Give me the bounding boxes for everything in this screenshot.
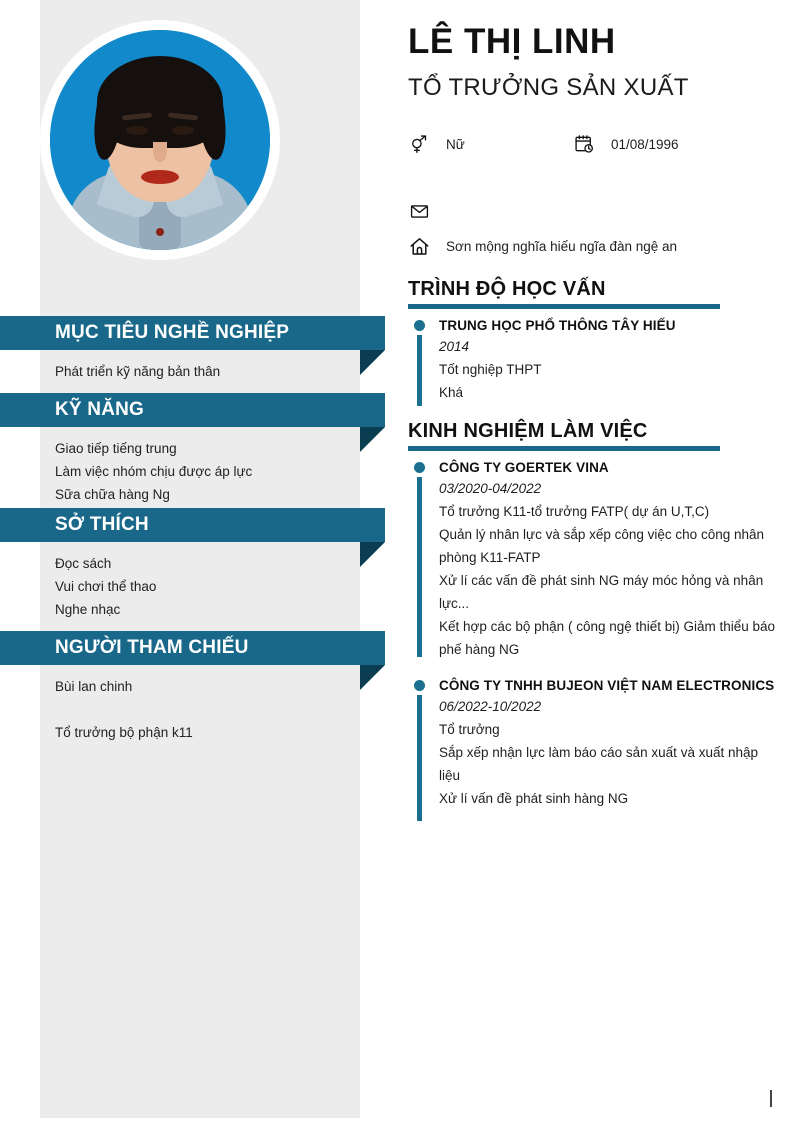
education-detail: Tốt nghiệp THPT: [439, 362, 542, 377]
timeline-bullet-icon: [414, 320, 425, 331]
email-row: [408, 200, 446, 222]
experience-company: CÔNG TY GOERTEK VINA: [439, 460, 609, 475]
section-title-skills: KỸ NĂNG: [55, 399, 145, 420]
ribbon-fold: [360, 427, 385, 452]
text-caret: [770, 1090, 772, 1107]
home-icon: [408, 235, 430, 257]
section-rule-education: [408, 304, 720, 309]
experience-detail: Kết hợp các bộ phận ( công ngệ thiết bị) Giảm thiểu báo phế hàng NG: [439, 619, 776, 657]
gender-value: Nữ: [446, 136, 465, 152]
list-item: Tổ trưởng bộ phận k11: [55, 725, 193, 740]
ribbon-fold: [360, 350, 385, 375]
education-detail: Khá: [439, 385, 464, 400]
date-of-birth-value: 01/08/1996: [611, 136, 679, 152]
timeline-line: [417, 695, 422, 821]
list-item: Làm việc nhóm chịu được áp lực: [55, 464, 253, 479]
section-rule-experience: [408, 446, 720, 451]
envelope-icon: [408, 200, 430, 222]
section-body-career-objective: [55, 350, 355, 383]
list-item-spacer: [55, 698, 355, 721]
calendar-clock-icon: [573, 133, 595, 155]
list-item: Nghe nhạc: [55, 602, 121, 617]
section-body-references: [55, 665, 355, 744]
avatar: [40, 20, 280, 260]
section-title-education: TRÌNH ĐỘ HỌC VẤN: [408, 278, 606, 300]
list-item: Phát triển kỹ năng bản thân: [55, 364, 221, 379]
experience-detail: Tổ trưởng K11-tổ trưởng FATP( dự án U,T,C): [439, 504, 710, 519]
timeline-bullet-icon: [414, 680, 425, 691]
page-title: LÊ THỊ LINH: [408, 22, 616, 61]
experience-detail: Xử lí vấn đề phát sinh hàng NG: [439, 791, 629, 806]
education-institution: TRUNG HỌC PHỔ THÔNG TÂY HIẾU: [439, 318, 676, 333]
list-item: Sữa chữa hàng Ng: [55, 487, 170, 502]
ribbon-fold: [360, 542, 385, 567]
experience-detail: Quản lý nhân lực và sắp xếp công việc cho công nhân phòng K11-FATP: [439, 527, 764, 565]
job-title: TỔ TRƯỞNG SẢN XUẤT: [408, 74, 689, 101]
list-item: Giao tiếp tiếng trung: [55, 441, 177, 456]
experience-company: CÔNG TY TNHH BUJEON VIỆT NAM ELECTRONICS: [439, 678, 775, 693]
section-title-experience: KINH NGHIỆM LÀM VIỆC: [408, 420, 648, 442]
experience-entry: [408, 458, 780, 661]
address-value: Sơn mộng nghĩa hiếu ngĩa đàn ngệ an: [446, 238, 678, 254]
list-item: Đọc sách: [55, 556, 112, 571]
experience-entry: [408, 676, 780, 810]
profile-photo: [50, 30, 270, 250]
education-entry: [408, 316, 780, 404]
timeline-bullet-icon: [414, 462, 425, 473]
experience-detail: Sắp xếp nhận lực làm báo cáo sản xuất và xuất nhập liệu: [439, 745, 758, 783]
gender-icon: [408, 133, 430, 155]
list-item: Vui chơi thể thao: [55, 579, 157, 594]
section-title-references: NGƯỜI THAM CHIẾU: [55, 637, 249, 658]
gender-row: [408, 133, 465, 155]
section-title-hobbies: SỞ THÍCH: [55, 514, 149, 535]
date-of-birth-row: [573, 133, 679, 155]
timeline-line: [417, 477, 422, 657]
address-row: [408, 235, 677, 257]
section-body-hobbies: [55, 542, 355, 621]
list-item: Bùi lan chinh: [55, 679, 133, 694]
experience-detail: Tổ trưởng: [439, 722, 500, 737]
education-date: 2014: [439, 339, 470, 354]
experience-detail: Xử lí các vấn đề phát sinh NG máy móc hỏng và nhân lực...: [439, 573, 764, 611]
section-title-career-objective: MỤC TIÊU NGHỀ NGHIỆP: [55, 322, 290, 343]
ribbon-fold: [360, 665, 385, 690]
main-content: [408, 0, 783, 1140]
experience-date: 03/2020-04/2022: [439, 481, 542, 496]
section-body-skills: [55, 427, 355, 506]
timeline-line: [417, 335, 422, 406]
experience-date: 06/2022-10/2022: [439, 699, 542, 714]
